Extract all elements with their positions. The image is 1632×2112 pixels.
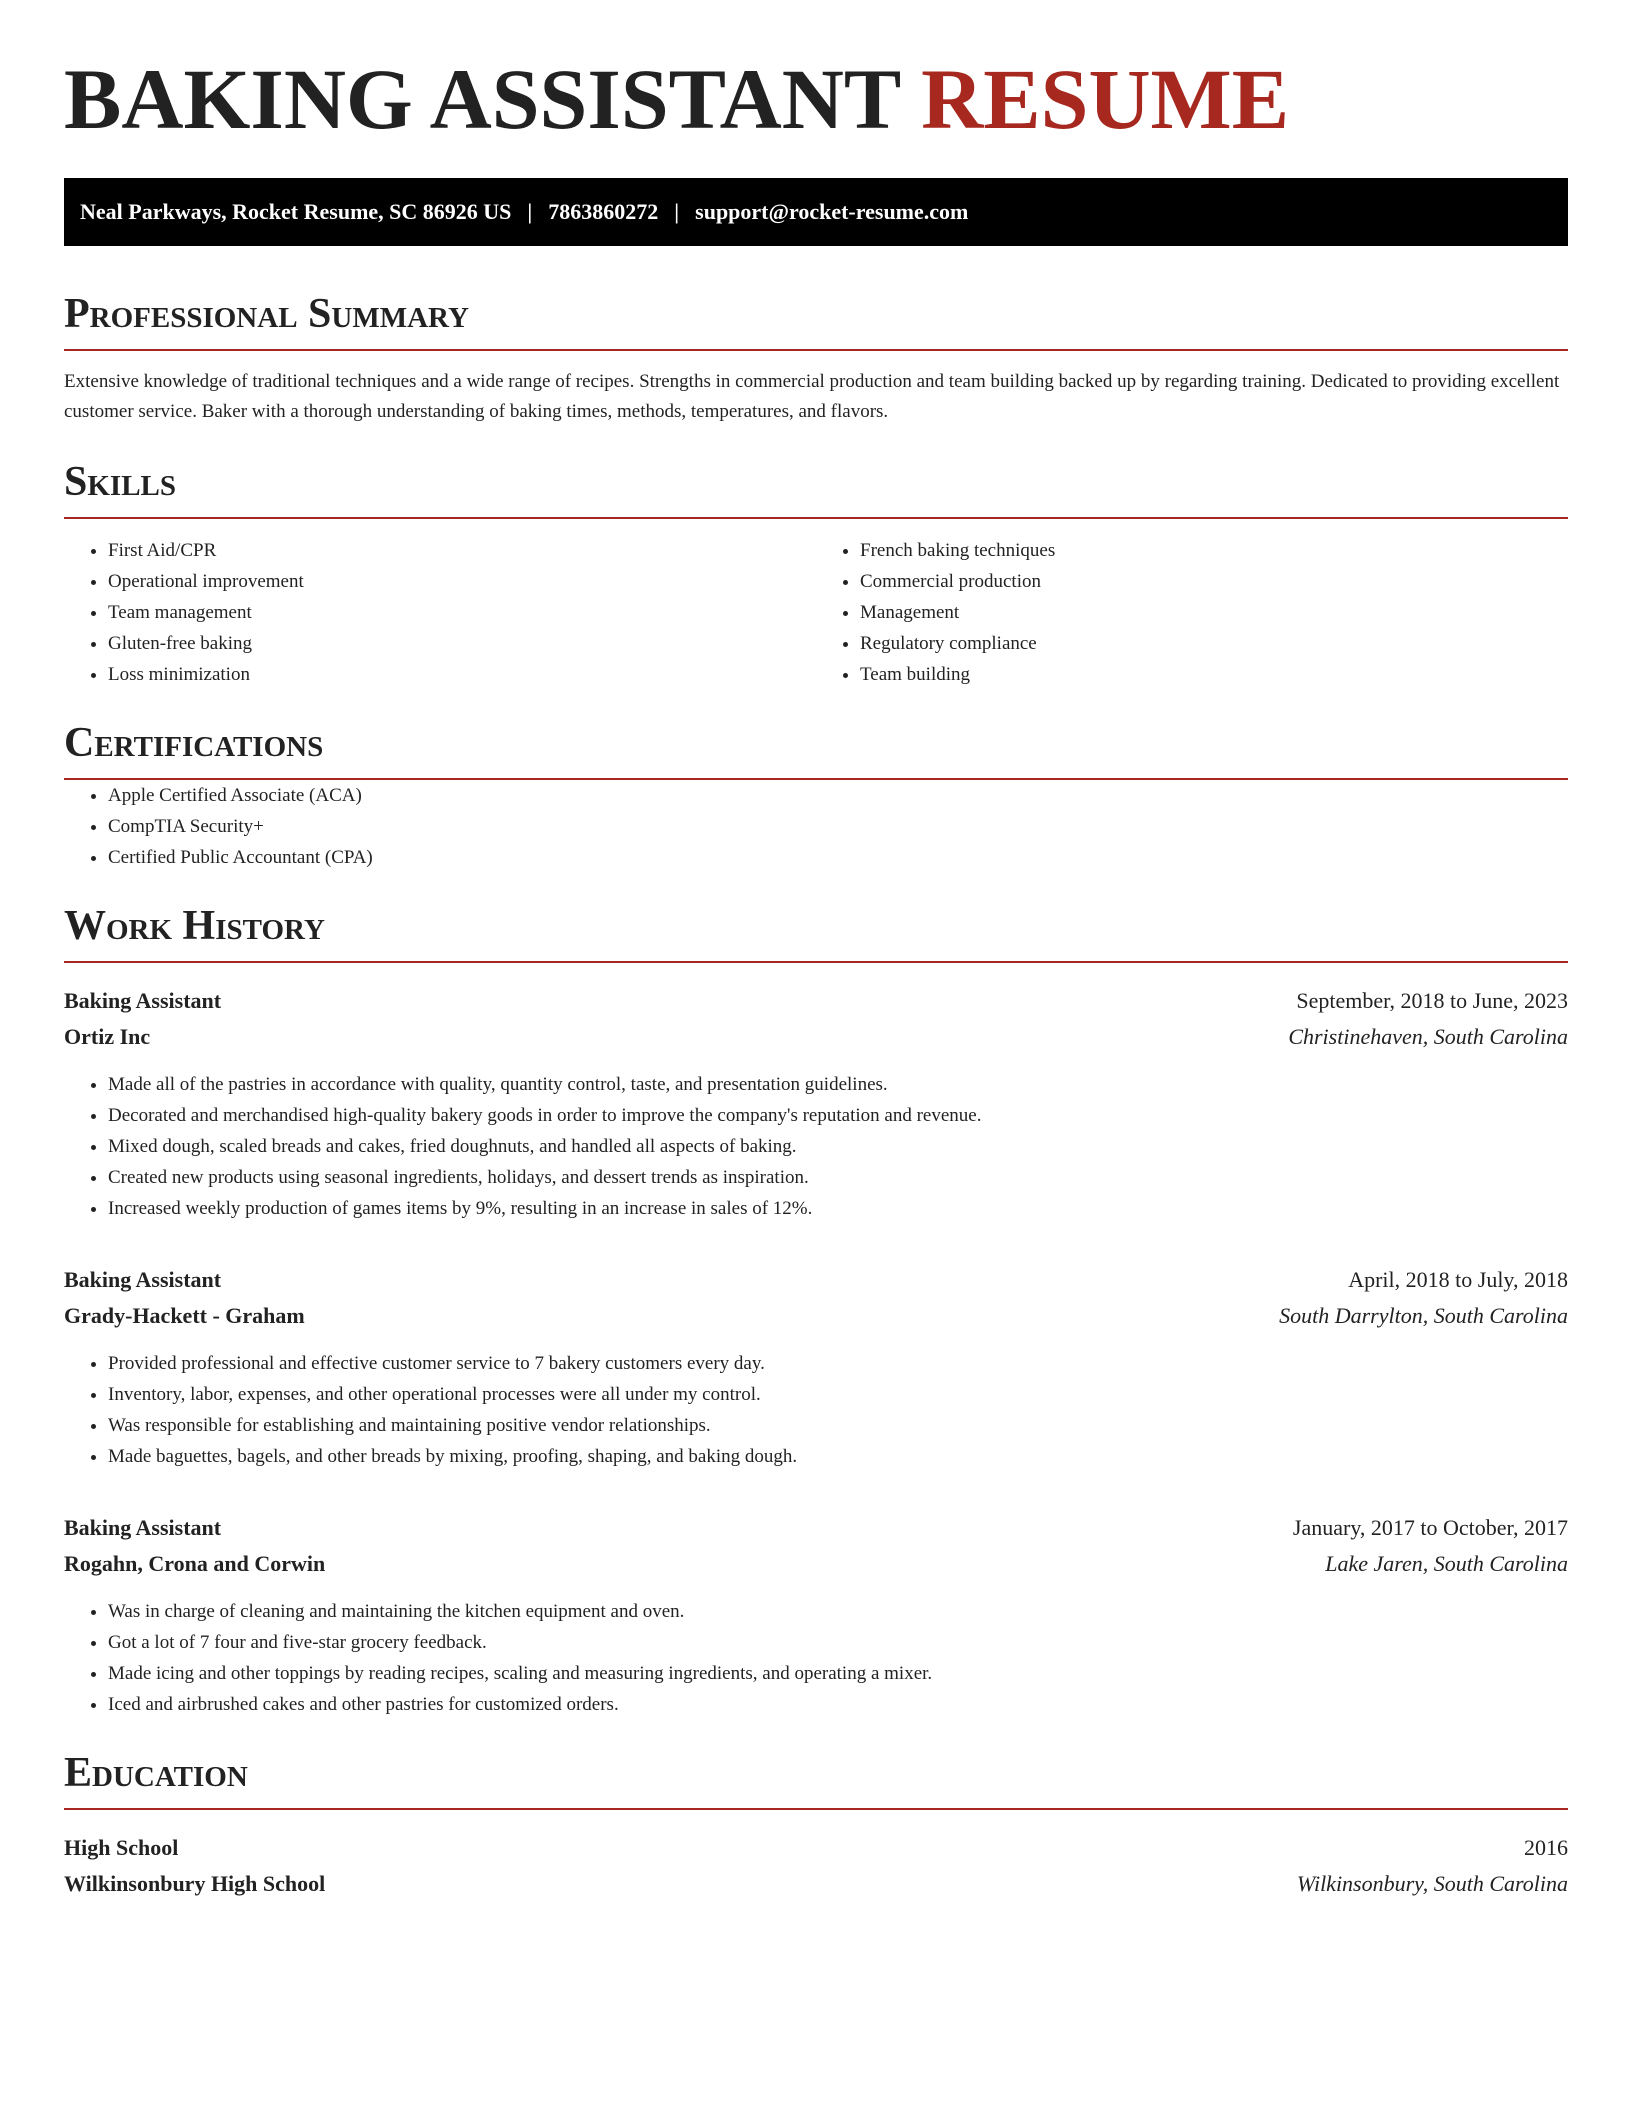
skill-item: • Team building — [860, 659, 1568, 690]
education-section — [64, 1752, 1568, 1902]
job-entry — [64, 983, 1568, 1224]
contact-bar — [64, 178, 1568, 246]
skill-item: • Operational improvement — [108, 566, 816, 597]
job-bullet: • Made all of the pastries in accordance with quality, quantity control, taste, and presentation guidelines. — [108, 1069, 1568, 1100]
skill-item: • First Aid/CPR — [108, 535, 816, 566]
job-company: Rogahn, Crona and Corwin — [64, 1551, 326, 1576]
job-title: Baking Assistant — [64, 1267, 222, 1292]
job-bullets — [64, 1069, 1568, 1224]
job-title: Baking Assistant — [64, 1515, 222, 1540]
job-bullet: • Provided professional and effective customer service to 7 bakery customers every day. — [108, 1348, 1568, 1379]
certifications-list — [64, 780, 1568, 873]
education-heading: Education — [64, 1752, 1568, 1810]
job-bullet: • Mixed dough, scaled breads and cakes, fried doughnuts, and handled all aspects of baking. — [108, 1131, 1568, 1162]
job-entry — [64, 1262, 1568, 1472]
contact-separator: | — [674, 199, 680, 224]
job-bullets — [64, 1596, 1568, 1720]
job-bullet: • Iced and airbrushed cakes and other pastries for customized orders. — [108, 1689, 1568, 1720]
contact-phone: 7863860272 — [548, 199, 659, 224]
education-school: Wilkinsonbury High School — [64, 1871, 326, 1896]
education-year: 2016 — [1524, 1835, 1568, 1860]
job-company: Grady-Hackett - Graham — [64, 1303, 305, 1328]
contact-email: support@rocket-resume.com — [695, 199, 969, 224]
job-bullet: • Was responsible for establishing and maintaining positive vendor relationships. — [108, 1410, 1568, 1441]
job-bullet: • Got a lot of 7 four and five-star grocery feedback. — [108, 1627, 1568, 1658]
resume-title — [64, 51, 1568, 148]
certifications-heading: Certifications — [64, 722, 1568, 780]
skill-item: • Commercial production — [860, 566, 1568, 597]
skills-columns — [64, 535, 1568, 690]
skill-item: • Loss minimization — [108, 659, 816, 690]
job-bullet: • Was in charge of cleaning and maintaining the kitchen equipment and oven. — [108, 1596, 1568, 1627]
job-bullets — [64, 1348, 1568, 1472]
job-dates: April, 2018 to July, 2018 — [1348, 1267, 1568, 1292]
skill-item: • French baking techniques — [860, 535, 1568, 566]
job-company: Ortiz Inc — [64, 1024, 151, 1049]
job-bullet: • Decorated and merchandised high-quality bakery goods in order to improve the company's reputation and revenue. — [108, 1100, 1568, 1131]
education-entry — [64, 1830, 1568, 1902]
title-resume-word: RESUME — [921, 51, 1290, 147]
certification-item: • Apple Certified Associate (ACA) — [108, 780, 1568, 811]
education-degree: High School — [64, 1835, 179, 1860]
job-location: Christinehaven, South Carolina — [1288, 1024, 1568, 1049]
contact-separator: | — [527, 199, 533, 224]
job-dates: January, 2017 to October, 2017 — [1292, 1515, 1568, 1540]
job-bullet: • Increased weekly production of games items by 9%, resulting in an increase in sales of 12%. — [108, 1193, 1568, 1224]
skills-section — [64, 461, 1568, 690]
job-bullet: • Made icing and other toppings by reading recipes, scaling and measuring ingredients, and operating a mixer. — [108, 1658, 1568, 1689]
summary-section — [64, 293, 1568, 427]
certifications-section — [64, 722, 1568, 873]
skill-item: • Regulatory compliance — [860, 628, 1568, 659]
job-bullet: • Inventory, labor, expenses, and other operational processes were all under my control. — [108, 1379, 1568, 1410]
job-location: Lake Jaren, South Carolina — [1325, 1551, 1568, 1576]
summary-text: Extensive knowledge of traditional techniques and a wide range of recipes. Strengths in commercial production and team building backed up by regarding training. Dedicated to providing excellent customer service. Baker with a thorough understanding of baking times, methods, temperatures, and flavors. — [64, 371, 1560, 422]
skills-heading: Skills — [64, 461, 1568, 519]
contact-address: Neal Parkways, Rocket Resume, SC 86926 US — [80, 199, 512, 224]
job-bullet: • Made baguettes, bagels, and other breads by mixing, proofing, shaping, and baking dough. — [108, 1441, 1568, 1472]
certification-item: • CompTIA Security+ — [108, 811, 1568, 842]
certification-item: • Certified Public Accountant (CPA) — [108, 842, 1568, 873]
skills-column-left — [64, 535, 816, 690]
education-location: Wilkinsonbury, South Carolina — [1296, 1871, 1568, 1896]
job-title: Baking Assistant — [64, 988, 222, 1013]
skill-item: • Gluten-free baking — [108, 628, 816, 659]
job-entry — [64, 1510, 1568, 1720]
work-history-section — [64, 905, 1568, 1720]
skills-column-right — [816, 535, 1568, 690]
summary-heading: Professional Summary — [64, 293, 1568, 351]
skill-item: • Team management — [108, 597, 816, 628]
title-role: BAKING ASSISTANT — [64, 51, 900, 147]
skill-item: • Management — [860, 597, 1568, 628]
job-bullet: • Created new products using seasonal ingredients, holidays, and dessert trends as inspiration. — [108, 1162, 1568, 1193]
job-location: South Darrylton, South Carolina — [1279, 1303, 1568, 1328]
work-history-heading: Work History — [64, 905, 1568, 963]
job-dates: September, 2018 to June, 2023 — [1296, 988, 1568, 1013]
